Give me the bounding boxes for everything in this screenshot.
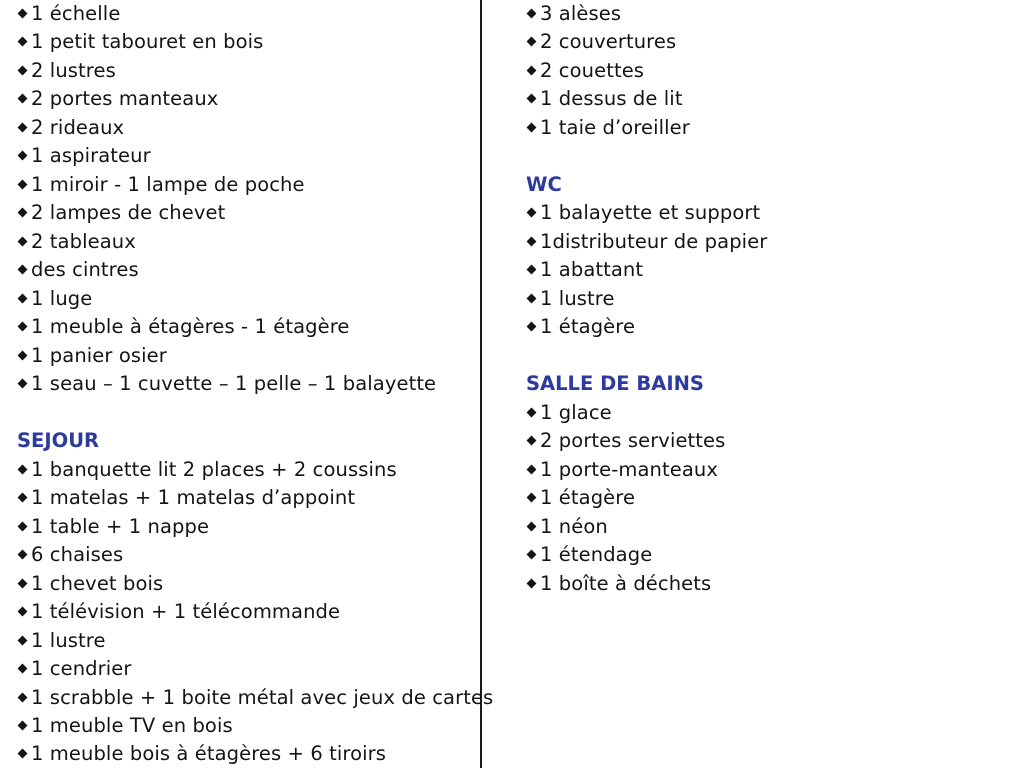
bullet-icon (18, 66, 28, 76)
bullet-icon (18, 522, 28, 532)
list-item: 1 seau – 1 cuvette – 1 pelle – 1 balayette (17, 370, 436, 398)
bullet-icon (18, 465, 28, 475)
bullet-icon (18, 664, 28, 674)
list-item: 1 table + 1 nappe (17, 513, 209, 541)
list-item: 2 couettes (526, 57, 644, 85)
list-item: 1 glace (526, 399, 612, 427)
section-heading-sejour: SEJOUR (17, 429, 100, 452)
bullet-icon (18, 636, 28, 646)
bullet-icon (527, 265, 537, 275)
bullet-icon (527, 208, 537, 218)
list-item: 1 luge (17, 285, 92, 313)
list-item: 1 matelas + 1 matelas d’appoint (17, 484, 355, 512)
list-item: 2 rideaux (17, 114, 124, 142)
list-item: 1 étagère (526, 484, 635, 512)
list-item: 1 meuble à étagères - 1 étagère (17, 313, 350, 341)
section-heading-salle-de-bains: SALLE DE BAINS (526, 372, 704, 395)
list-item: 1 échelle (17, 0, 120, 28)
list-item: 1 taie d’oreiller (526, 114, 690, 142)
bullet-icon (18, 579, 28, 589)
list-item: 1 miroir - 1 lampe de poche (17, 171, 305, 199)
list-item: 1 scrabble + 1 boite métal avec jeux de cartes (17, 684, 493, 712)
bullet-icon (18, 265, 28, 275)
bullet-icon (527, 294, 537, 304)
list-item: 1 panier osier (17, 342, 167, 370)
list-item: 1 néon (526, 513, 608, 541)
list-item: 2 portes serviettes (526, 427, 725, 455)
bullet-icon (18, 721, 28, 731)
list-item: 1 meuble TV en bois (17, 712, 233, 740)
list-item: 1 lustre (526, 285, 615, 313)
bullet-icon (18, 237, 28, 247)
list-item: 6 chaises (17, 541, 123, 569)
bullet-icon (527, 550, 537, 560)
list-item: 2 tableaux (17, 228, 136, 256)
list-item: 1distributeur de papier (526, 228, 767, 256)
bullet-icon (527, 408, 537, 418)
list-item: 1 chevet bois (17, 570, 163, 598)
list-item: 2 portes manteaux (17, 85, 218, 113)
bullet-icon (527, 436, 537, 446)
bullet-icon (527, 9, 537, 19)
bullet-icon (527, 94, 537, 104)
list-item: 2 couvertures (526, 28, 676, 56)
bullet-icon (527, 522, 537, 532)
list-item: 1 étendage (526, 541, 652, 569)
bullet-icon (18, 351, 28, 361)
bullet-icon (18, 123, 28, 133)
list-item: 1 étagère (526, 313, 635, 341)
bullet-icon (18, 749, 28, 759)
bullet-icon (18, 322, 28, 332)
bullet-icon (18, 37, 28, 47)
bullet-icon (18, 9, 28, 19)
section-heading-wc: WC (526, 173, 562, 196)
list-item: 1 télévision + 1 télécommande (17, 598, 340, 626)
list-item: 1 abattant (526, 256, 643, 284)
list-item: 1 boîte à déchets (526, 570, 711, 598)
list-item: 1 balayette et support (526, 199, 760, 227)
bullet-icon (18, 379, 28, 389)
bullet-icon (18, 294, 28, 304)
bullet-icon (18, 94, 28, 104)
list-item: 1 aspirateur (17, 142, 151, 170)
bullet-icon (18, 180, 28, 190)
column-divider (480, 0, 482, 768)
bullet-icon (527, 322, 537, 332)
list-item: 2 lustres (17, 57, 116, 85)
bullet-icon (527, 66, 537, 76)
list-item: des cintres (17, 256, 139, 284)
bullet-icon (527, 37, 537, 47)
bullet-icon (527, 465, 537, 475)
list-item: 1 cendrier (17, 655, 132, 683)
list-item: 1 dessus de lit (526, 85, 683, 113)
list-item: 1 lustre (17, 627, 106, 655)
bullet-icon (527, 237, 537, 247)
bullet-icon (527, 493, 537, 503)
list-item: 1 banquette lit 2 places + 2 coussins (17, 456, 397, 484)
list-item: 2 lampes de chevet (17, 199, 225, 227)
list-item: 3 alèses (526, 0, 621, 28)
bullet-icon (18, 151, 28, 161)
bullet-icon (18, 550, 28, 560)
bullet-icon (18, 693, 28, 703)
list-item: 1 petit tabouret en bois (17, 28, 263, 56)
list-item: 1 meuble bois à étagères + 6 tiroirs (17, 740, 386, 768)
list-item: 1 porte-manteaux (526, 456, 718, 484)
bullet-icon (527, 579, 537, 589)
bullet-icon (18, 607, 28, 617)
bullet-icon (18, 208, 28, 218)
bullet-icon (18, 493, 28, 503)
bullet-icon (527, 123, 537, 133)
